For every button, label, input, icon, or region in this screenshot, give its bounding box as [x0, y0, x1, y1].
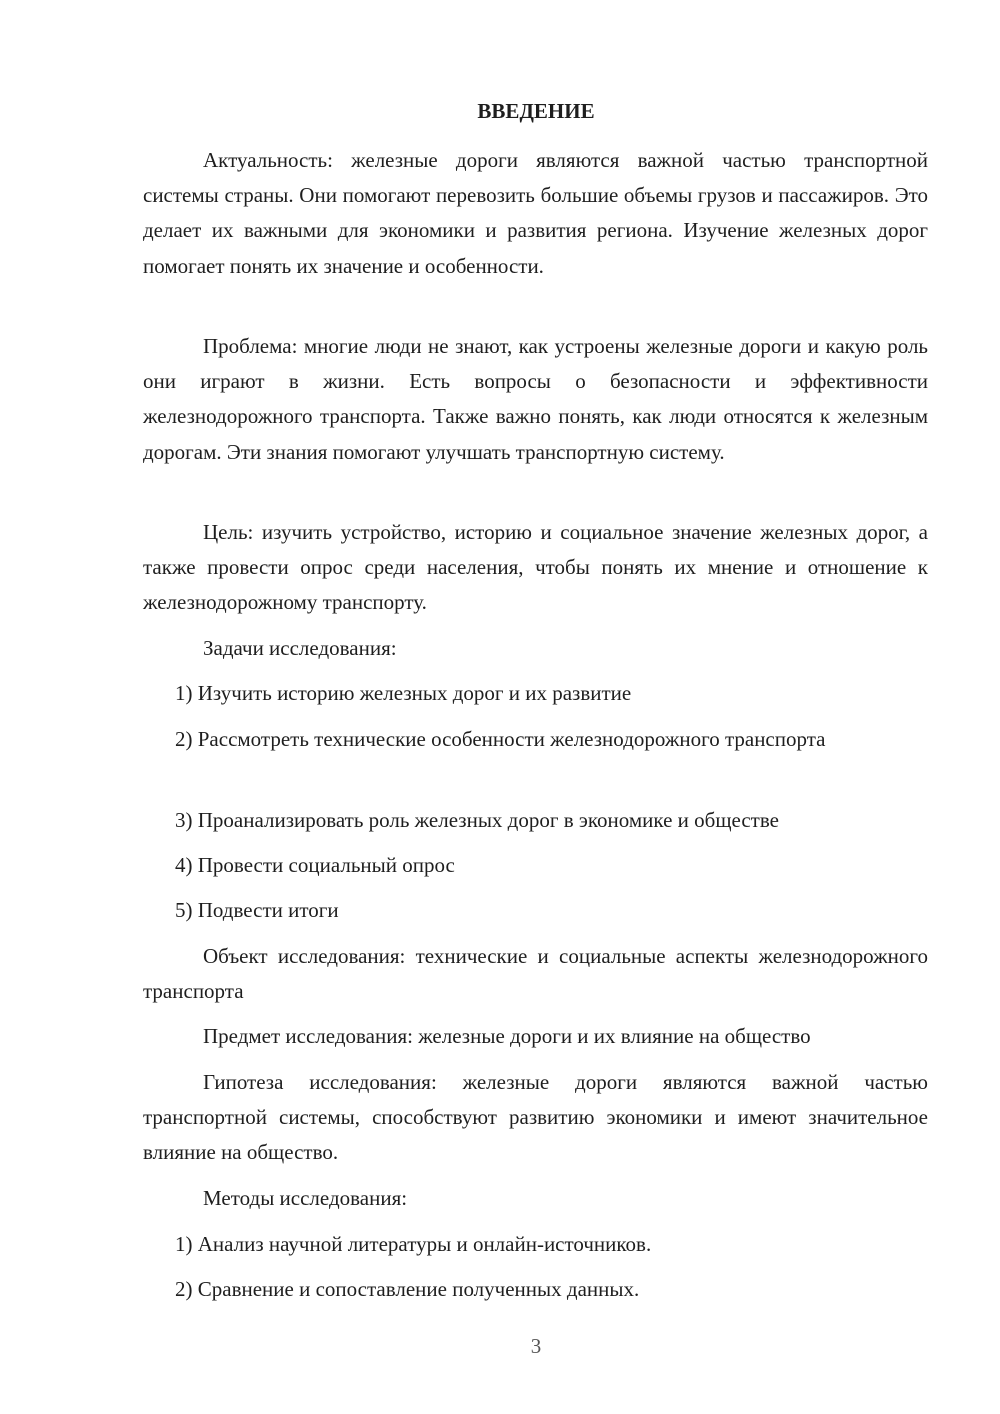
- task-item-3: 3) Проанализировать роль железных дорог в экономике и обществе: [175, 808, 779, 832]
- page-number: 3: [530, 1334, 542, 1358]
- tasks-heading: Задачи исследования:: [203, 636, 397, 660]
- paragraph-goal: Цель: изучить устройство, историю и социальное значение железных дорог, а также провести опрос среди населения, чтобы понять их мнение и отношение к железнодорожному транспорту.: [143, 520, 928, 615]
- paragraph-subject: Предмет исследования: железные дороги и их влияние на общество: [203, 1024, 811, 1048]
- paragraph-relevance: Актуальность: железные дороги являются важной частью транспортной системы страны. Они помогают перевозить большие объемы грузов и пассажиров. Это делает их важными для экономики и развития региона. Изучение железных дорог помогает понять их значение и особенности.: [143, 148, 928, 278]
- paragraph-object: Объект исследования: технические и социальные аспекты железнодорожного транспорта: [143, 944, 928, 1004]
- page-title: ВВЕДЕНИЕ: [477, 99, 595, 123]
- paragraph-hypothesis: Гипотеза исследования: железные дороги являются важной частью транспортной системы, способствуют развитию экономики и имеют значительное влияние на общество.: [143, 1070, 928, 1165]
- methods-heading: Методы исследования:: [203, 1186, 408, 1210]
- task-item-1: 1) Изучить историю железных дорог и их развитие: [175, 681, 632, 705]
- task-item-5: 5) Подвести итоги: [175, 898, 339, 922]
- method-item-2: 2) Сравнение и сопоставление полученных данных.: [175, 1277, 640, 1301]
- task-item-2: 2) Рассмотреть технические особенности железнодорожного транспорта: [175, 727, 826, 751]
- task-item-4: 4) Провести социальный опрос: [175, 853, 455, 877]
- paragraph-problem: Проблема: многие люди не знают, как устроены железные дороги и какую роль они играют в жизни. Есть вопросы о безопасности и эффективности железнодорожного транспорта. Также важно понять, как люди относятся к железным дорогам. Эти знания помогают улучшать транспортную систему.: [143, 334, 928, 464]
- method-item-1: 1) Анализ научной литературы и онлайн-источников.: [175, 1232, 652, 1256]
